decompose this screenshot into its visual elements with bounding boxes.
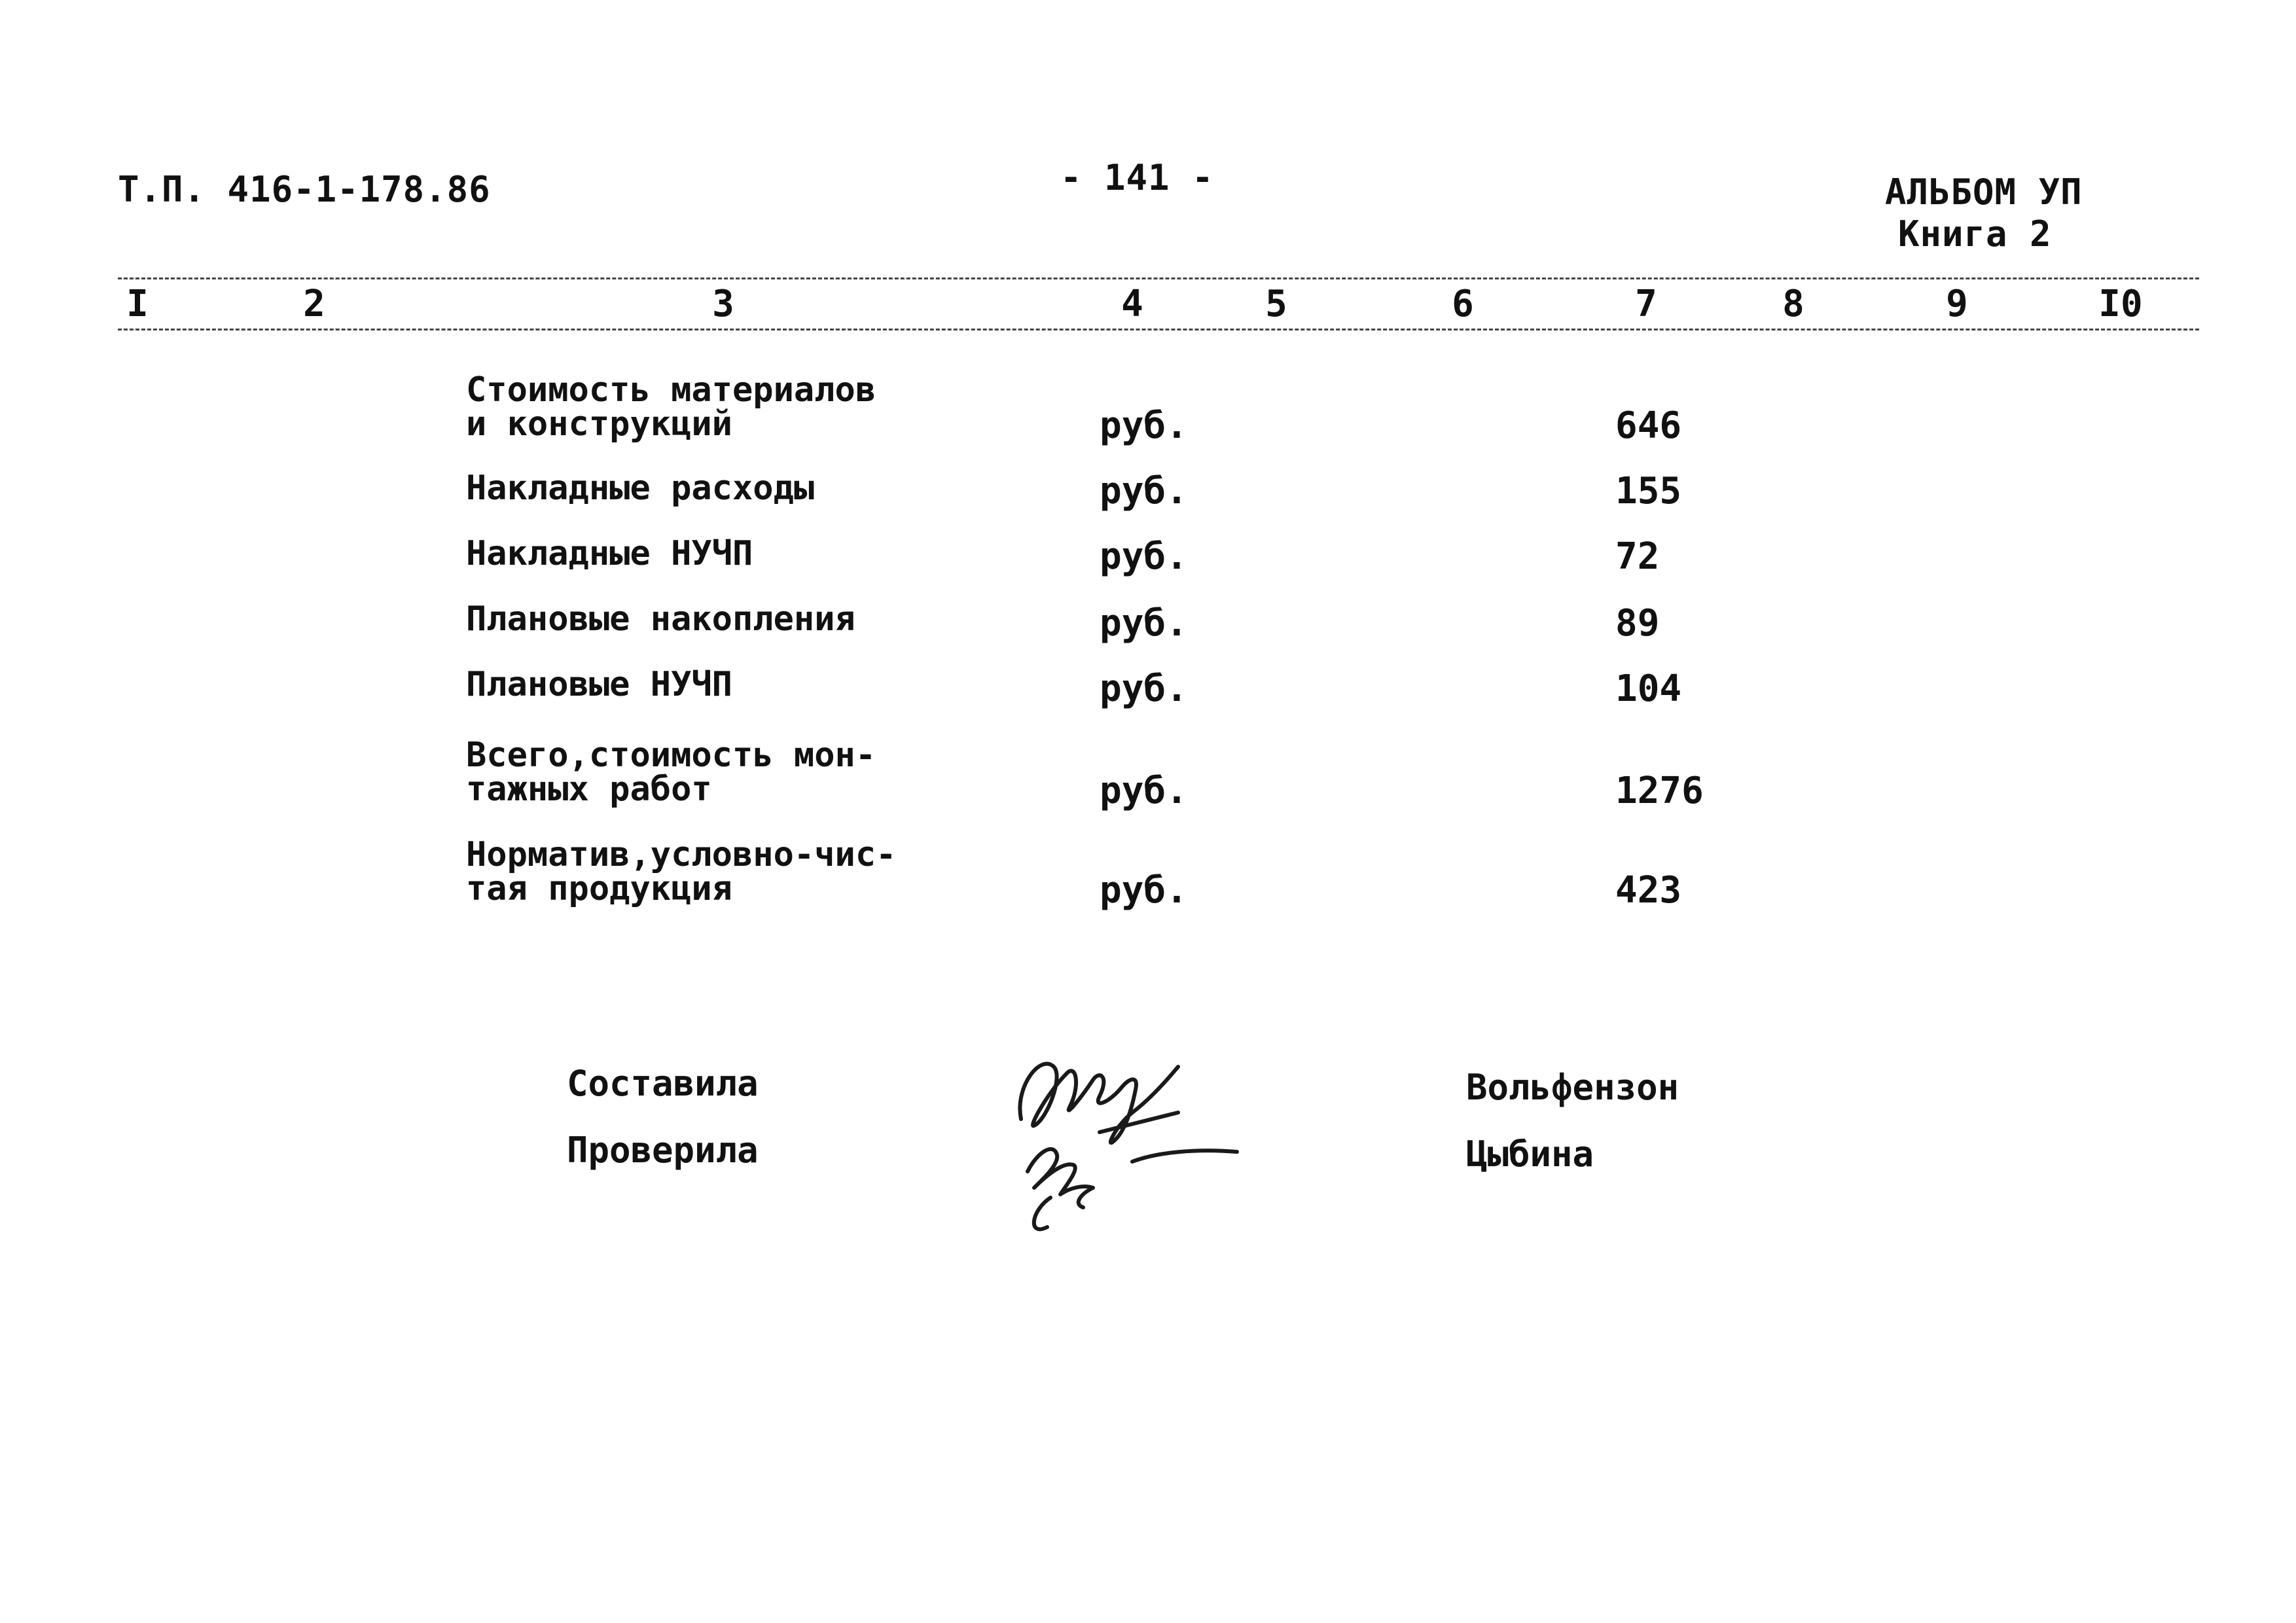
column-number-5: 5 xyxy=(1265,283,1287,325)
column-number-10: I0 xyxy=(2098,283,2143,325)
doc-code: Т.П. 416-1-178.86 xyxy=(118,169,491,210)
row-value: 646 xyxy=(1615,404,1682,447)
page-number: - 141 - xyxy=(1060,157,1214,198)
row-label: Всего,стоимость мон- тажных работ xyxy=(466,736,876,809)
compiled-by-label: Составила xyxy=(567,1063,759,1104)
row-unit: руб. xyxy=(1100,668,1188,710)
column-number-8: 8 xyxy=(1782,283,1804,325)
book-label: Книга 2 xyxy=(1898,213,2052,255)
row-unit: руб. xyxy=(1100,404,1188,447)
table-header-top-rule xyxy=(118,277,2199,279)
column-number-1: I xyxy=(126,283,149,325)
row-unit: руб. xyxy=(1100,869,1188,912)
row-label: Норматив,условно-чис- тая продукция xyxy=(466,835,897,908)
album-label: АЛЬБОМ УП xyxy=(1885,171,2083,213)
compiled-by-name: Вольфензон xyxy=(1466,1067,1679,1108)
row-label: Накладные расходы xyxy=(466,469,815,508)
row-value: 104 xyxy=(1615,668,1682,710)
checked-by-name: Цыбина xyxy=(1466,1133,1594,1175)
row-unit: руб. xyxy=(1100,470,1188,512)
row-label: Плановые накопления xyxy=(466,599,855,639)
row-value: 89 xyxy=(1615,602,1660,645)
table-header-bottom-rule xyxy=(118,329,2199,330)
row-label: Накладные НУЧП xyxy=(466,534,753,573)
column-number-2: 2 xyxy=(303,283,325,325)
row-value: 155 xyxy=(1615,470,1682,512)
column-number-3: 3 xyxy=(712,283,734,325)
signature-graphic xyxy=(1001,1027,1263,1243)
row-label: Стоимость материалов и конструкций xyxy=(466,370,876,444)
row-unit: руб. xyxy=(1100,535,1188,578)
row-value: 1276 xyxy=(1615,770,1704,812)
row-value: 423 xyxy=(1615,869,1682,912)
row-value: 72 xyxy=(1615,535,1660,578)
row-unit: руб. xyxy=(1100,770,1188,812)
row-label: Плановые НУЧП xyxy=(466,665,732,704)
column-number-7: 7 xyxy=(1635,283,1657,325)
checked-by-label: Проверила xyxy=(567,1130,759,1171)
column-number-9: 9 xyxy=(1946,283,1968,325)
row-unit: руб. xyxy=(1100,602,1188,645)
column-number-4: 4 xyxy=(1121,283,1143,325)
column-number-6: 6 xyxy=(1452,283,1474,325)
